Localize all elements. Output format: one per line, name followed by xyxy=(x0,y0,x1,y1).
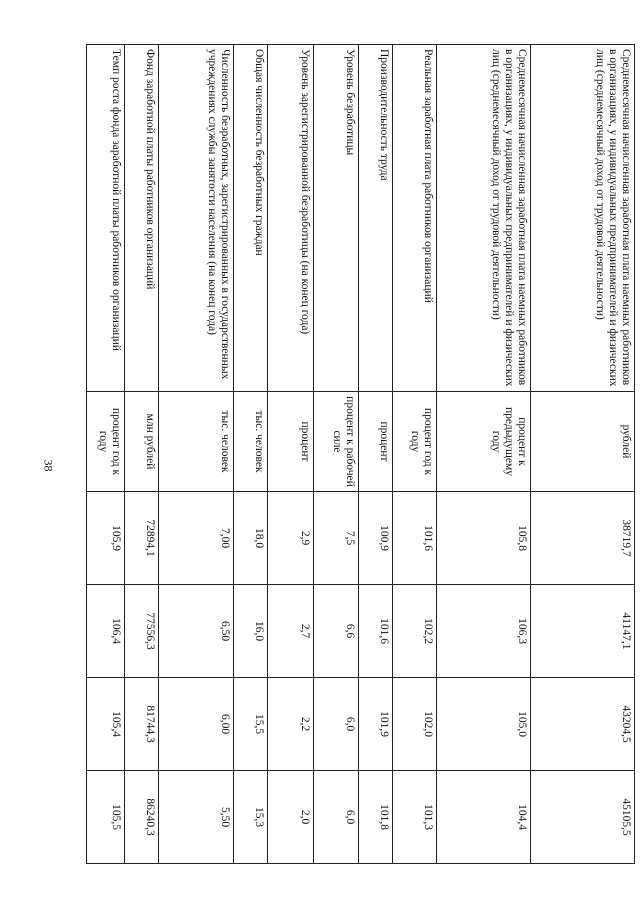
table-row xyxy=(125,45,159,864)
value-cell: 6,6 xyxy=(313,585,359,678)
table-row xyxy=(233,45,267,864)
value-cell: 6,0 xyxy=(313,678,359,771)
unit-cell: процент к рабочей силе xyxy=(313,392,359,492)
value-cell: 2,0 xyxy=(267,771,313,864)
unit-cell: процент к предыдущему году xyxy=(436,392,530,492)
value-cell: 38719,7 xyxy=(531,492,635,585)
unit-cell: рублей xyxy=(531,392,635,492)
value-cell: 2,7 xyxy=(267,585,313,678)
table-row xyxy=(267,45,313,864)
unit-cell: процент год к году xyxy=(393,392,437,492)
table-row xyxy=(158,45,233,864)
value-cell: 105,0 xyxy=(436,678,530,771)
table-row xyxy=(313,45,359,864)
value-cell: 41147,1 xyxy=(531,585,635,678)
table-row xyxy=(531,45,635,864)
table-container xyxy=(86,44,635,864)
value-cell: 77556,3 xyxy=(125,585,159,678)
table-row xyxy=(393,45,437,864)
value-cell: 7,5 xyxy=(313,492,359,585)
value-cell: 106,3 xyxy=(436,585,530,678)
indicators-table xyxy=(86,44,635,864)
value-cell: 106,4 xyxy=(87,585,125,678)
indicator-cell: Уровень безработицы xyxy=(313,45,359,392)
unit-cell: тыс. человек xyxy=(158,392,233,492)
value-cell: 86240,3 xyxy=(125,771,159,864)
table-row xyxy=(436,45,530,864)
value-cell: 18,0 xyxy=(233,492,267,585)
value-cell: 102,0 xyxy=(393,678,437,771)
value-cell: 105,4 xyxy=(87,678,125,771)
value-cell: 102,2 xyxy=(393,585,437,678)
unit-cell: тыс. человек xyxy=(233,392,267,492)
indicator-cell: Среднемесячная начисленная заработная плата наемных работников в организациях, у индивидуальных предпринимателей и физических лиц (среднемесячный доход от трудовой деятельности) xyxy=(531,45,635,392)
value-cell: 45105,5 xyxy=(531,771,635,864)
page-number: 38 xyxy=(41,459,56,472)
value-cell: 101,3 xyxy=(393,771,437,864)
value-cell: 101,6 xyxy=(393,492,437,585)
value-cell: 72894,1 xyxy=(125,492,159,585)
value-cell: 105,9 xyxy=(87,492,125,585)
indicator-cell: Реальная заработная плата работников организаций xyxy=(393,45,437,392)
unit-cell: процент xyxy=(359,392,393,492)
value-cell: 2,2 xyxy=(267,678,313,771)
value-cell: 100,9 xyxy=(359,492,393,585)
unit-cell: процент год к году xyxy=(87,392,125,492)
indicator-cell: Производительность труда xyxy=(359,45,393,392)
value-cell: 104,4 xyxy=(436,771,530,864)
value-cell: 2,9 xyxy=(267,492,313,585)
value-cell: 43204,5 xyxy=(531,678,635,771)
value-cell: 7,00 xyxy=(158,492,233,585)
value-cell: 105,5 xyxy=(87,771,125,864)
unit-cell: процент xyxy=(267,392,313,492)
value-cell: 6,50 xyxy=(158,585,233,678)
value-cell: 6,00 xyxy=(158,678,233,771)
indicator-cell: Фонд заработной платы работников организаций xyxy=(125,45,159,392)
indicator-cell: Уровень зарегистрированной безработицы (на конец года) xyxy=(267,45,313,392)
indicator-cell: Численность безработных, зарегистрированных в государственных учреждениях службы занятости населения (на конец года) xyxy=(158,45,233,392)
value-cell: 105,8 xyxy=(436,492,530,585)
indicator-cell: Темп роста фонда заработной платы работников организаций xyxy=(87,45,125,392)
table-row xyxy=(359,45,393,864)
value-cell: 15,5 xyxy=(233,678,267,771)
indicator-cell: Среднемесячная начисленная заработная плата наемных работников в организациях, у индивидуальных предпринимателей и физических лиц (среднемесячный доход от трудовой деятельности) xyxy=(436,45,530,392)
value-cell: 6,0 xyxy=(313,771,359,864)
value-cell: 5,50 xyxy=(158,771,233,864)
indicator-cell: Общая численность безработных граждан xyxy=(233,45,267,392)
table-row xyxy=(87,45,125,864)
value-cell: 101,9 xyxy=(359,678,393,771)
value-cell: 101,6 xyxy=(359,585,393,678)
value-cell: 15,3 xyxy=(233,771,267,864)
value-cell: 16,0 xyxy=(233,585,267,678)
value-cell: 81744,3 xyxy=(125,678,159,771)
value-cell: 101,8 xyxy=(359,771,393,864)
unit-cell: млн рублей xyxy=(125,392,159,492)
